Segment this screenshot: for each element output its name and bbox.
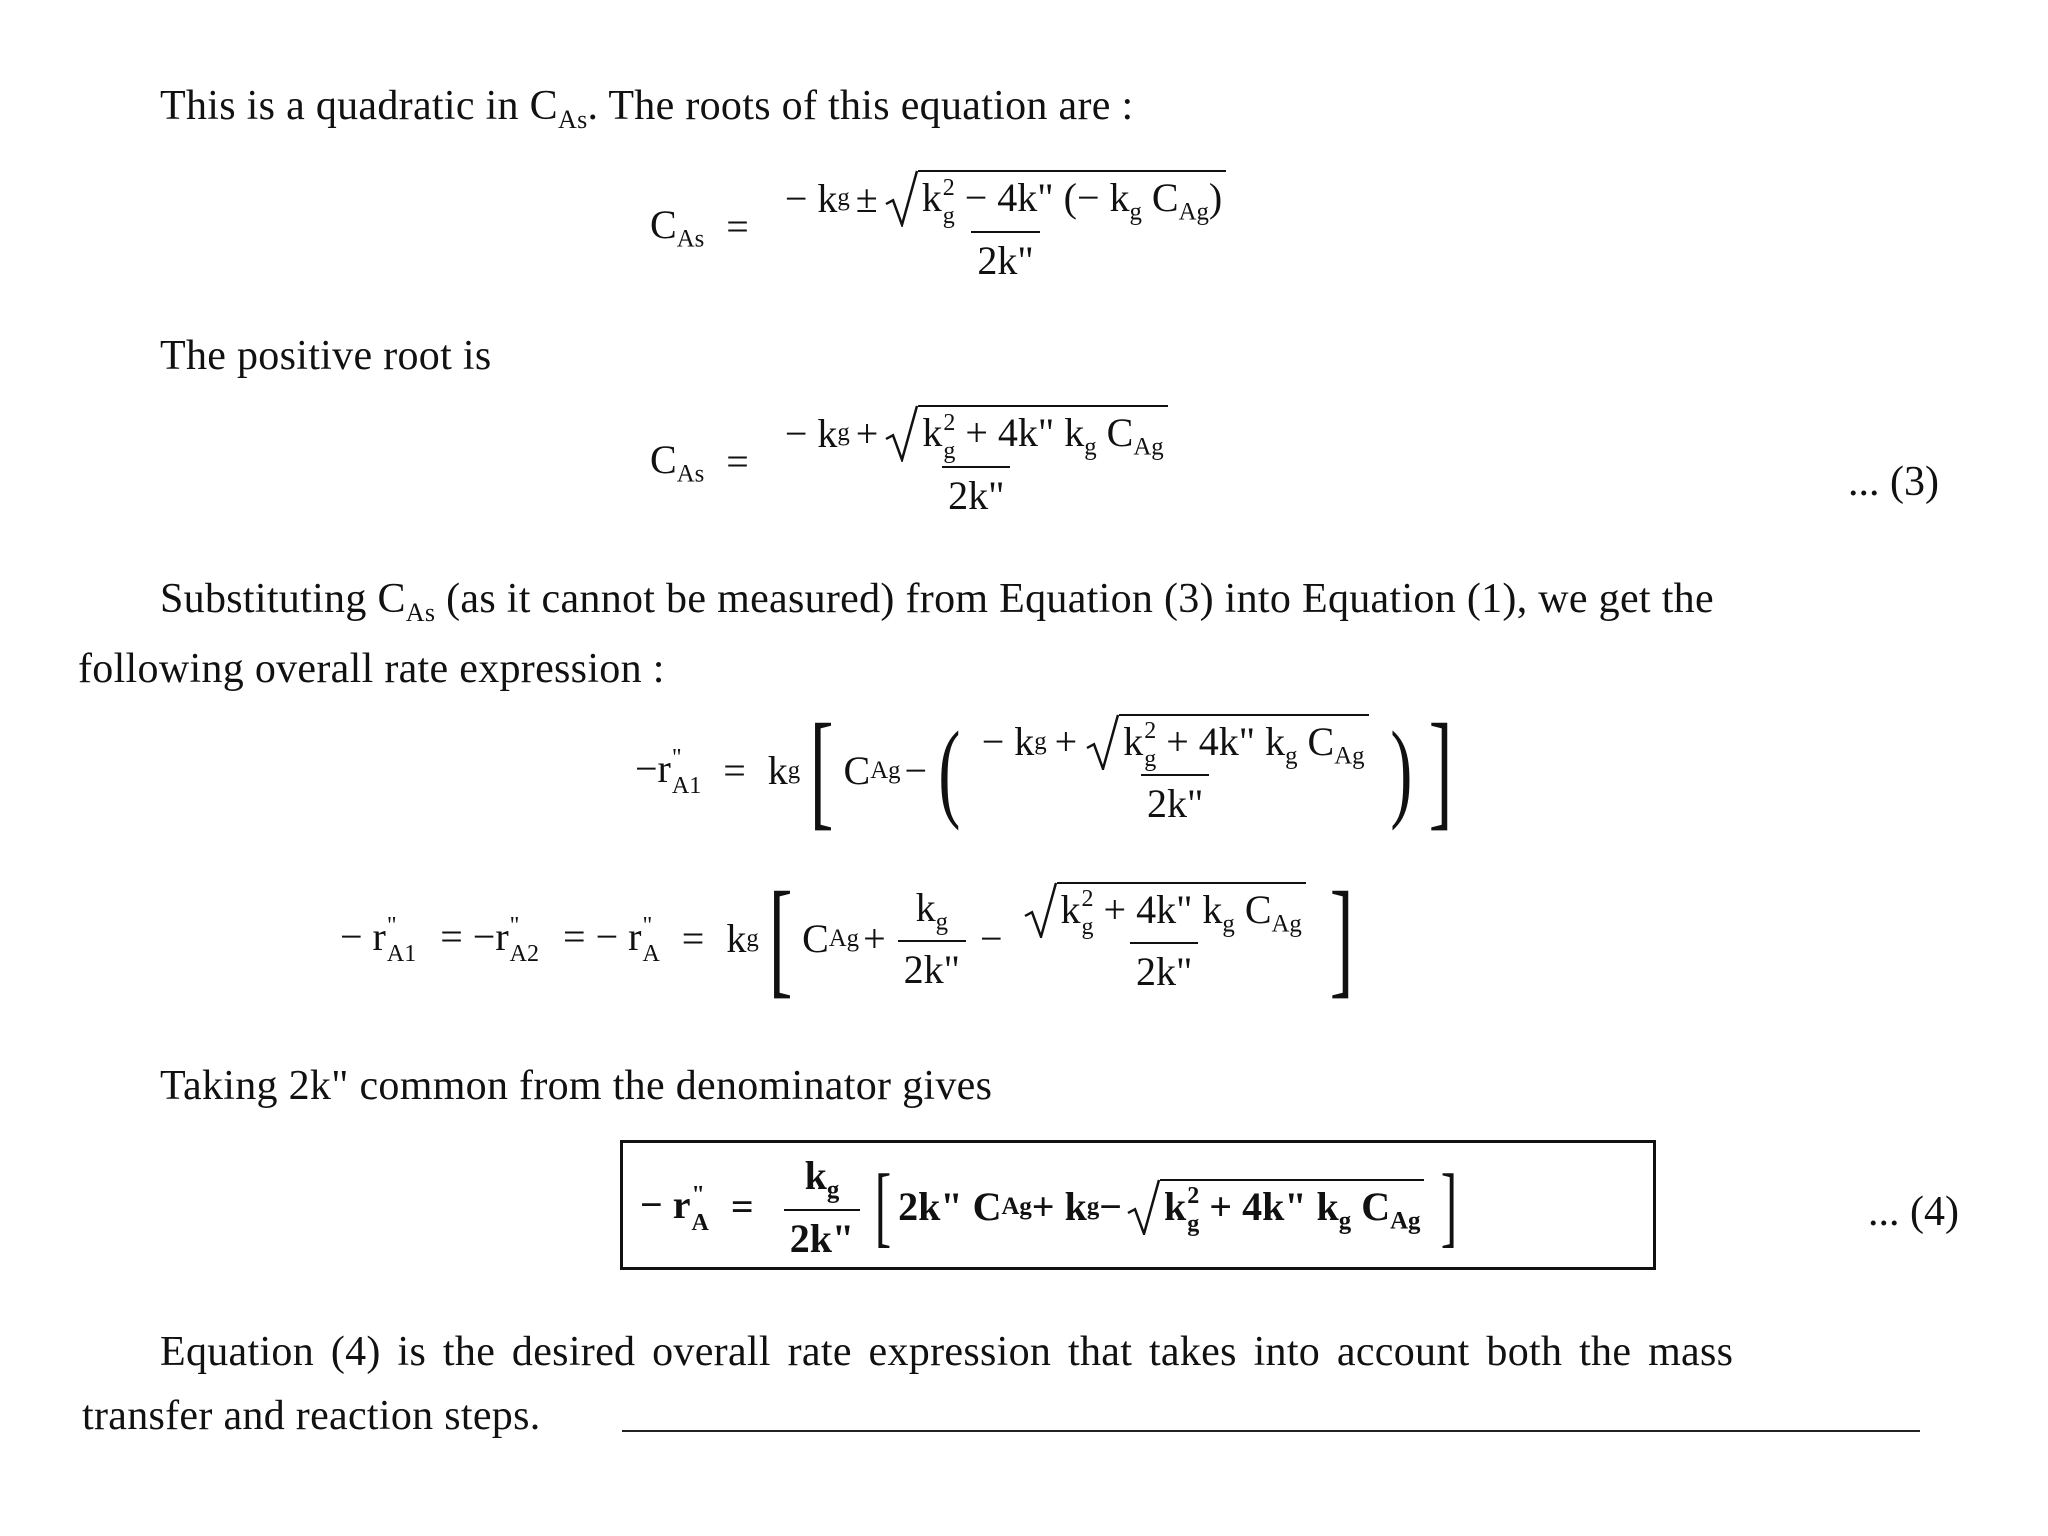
left-paren: ( <box>938 709 961 831</box>
right-bracket: ] <box>1428 698 1453 842</box>
text: Substituting C <box>160 576 406 622</box>
radical-sign-icon <box>884 405 918 462</box>
text: . The roots of this equation are : <box>587 83 1134 129</box>
paragraph-conclusion-2 <box>82 1382 541 1450</box>
radical-sign-icon <box>884 170 918 227</box>
equation-roots <box>650 170 1240 284</box>
end-rule <box>622 1430 1920 1432</box>
text: This is a quadratic in C <box>160 83 558 129</box>
subscript: As <box>405 598 436 628</box>
fraction <box>779 170 1232 284</box>
numerator: − k g + k 2 g + 4k" $k_g$ $C_{Ag}$ <box>976 714 1375 775</box>
lhs: $C_{As}$ <box>650 436 705 488</box>
radical-sign-icon <box>1023 882 1057 939</box>
fraction-kg-over-2k: $\frac{k_g}{2k"}$ <box>784 1152 860 1262</box>
lhs: − r " A <box>640 1181 709 1236</box>
lhs: −r " A1 <box>635 745 702 800</box>
lhs: $C_{As}$ <box>650 201 705 253</box>
text: (as it cannot be measured) from Equation (3) into Equation (1), we get the <box>435 576 1714 622</box>
paragraph-taking-common <box>160 1052 992 1120</box>
fraction-root: k 2 g + 4k" $k_g$ $C_{Ag}$ 2k" <box>1017 882 1312 996</box>
paragraph-following <box>78 635 665 703</box>
radical-sign-icon <box>1085 714 1119 771</box>
equals-sign: = <box>681 916 705 961</box>
equation-4: − r " A = $\frac{k_g}{2k"}$ [ 2k" C Ag + k g − k 2 g + 4k" $k_g$ $C_{Ag}$ ] <box>640 1153 1458 1261</box>
equation-rate-a1: −r " A1 = k g [ C Ag − ( − k g + k 2 g + 4k" $k_g$ $C_{Ag}$ 2k" ) ] <box>635 698 1453 842</box>
denominator: 2k" <box>1141 774 1209 827</box>
term-a1: − r " A1 <box>340 913 417 968</box>
right-paren: ) <box>1389 709 1412 831</box>
square-root: k 2 g + 4k" $k_g$ $C_{Ag}$ <box>884 405 1167 462</box>
radical-sign-icon <box>1126 1179 1160 1236</box>
paragraph-positive-root <box>160 322 491 390</box>
fraction-kg-over-2k: $\frac{k_g}{2k"}$ <box>898 884 966 994</box>
denominator: 2k" <box>942 466 1010 519</box>
equals-sign: = <box>723 748 746 793</box>
text: following overall rate expression : <box>78 646 665 692</box>
text: transfer and reaction steps. <box>82 1393 541 1439</box>
text: Equation (4) is the desired overall rate expression that takes into account both the mass <box>160 1329 1734 1375</box>
equals-sign: = <box>730 1184 754 1230</box>
equals-sign: = <box>726 439 749 485</box>
left-bracket: [ <box>768 866 793 1010</box>
equation-number-3: ... (3) <box>1848 459 1939 505</box>
right-bracket: ] <box>1441 1157 1458 1257</box>
subscript: As <box>557 105 588 135</box>
denominator: 2k" <box>971 231 1039 284</box>
equation-number-4: ... (4) <box>1868 1189 1959 1235</box>
right-bracket: ] <box>1329 866 1354 1010</box>
equation-3 <box>650 405 1182 519</box>
paragraph-quadratic <box>160 72 1133 154</box>
square-root: k 2 g + 4k" $k_g$ $C_{Ag}$ <box>1126 1179 1424 1236</box>
equation-rate-expanded: − r " A1 = −r " A2 = − r " A = k g [ C Ag + $\frac{k_g}{2k"}$ − k 2 g + 4k" $k_g$ $C_{Ag}$ 2k" ] <box>340 866 1354 1010</box>
left-bracket: [ <box>874 1157 892 1257</box>
left-bracket: [ <box>809 698 834 842</box>
text: Taking 2k" common from the denominator gives <box>160 1063 993 1109</box>
paragraph-conclusion <box>160 1318 1733 1386</box>
term-a2: = −r " A2 <box>440 913 540 968</box>
equals-sign: = <box>726 204 749 250</box>
square-root: k 2 g + 4k" $k_g$ $C_{Ag}$ <box>1085 714 1368 771</box>
term-a: = − r " A <box>563 913 660 968</box>
text: The positive root is <box>160 333 492 379</box>
numerator: − k g + k 2 g + 4k" $k_g$ $C_{Ag}$ <box>779 405 1174 466</box>
numerator: − k g ± k 2 g − 4k" (− $k_g$ $C_{Ag}$) <box>779 170 1232 231</box>
fraction <box>779 405 1174 519</box>
square-root: k 2 g − 4k" (− $k_g$ $C_{Ag}$) <box>884 170 1227 227</box>
fraction <box>976 714 1375 828</box>
square-root: k 2 g + 4k" $k_g$ $C_{Ag}$ <box>1023 882 1306 939</box>
